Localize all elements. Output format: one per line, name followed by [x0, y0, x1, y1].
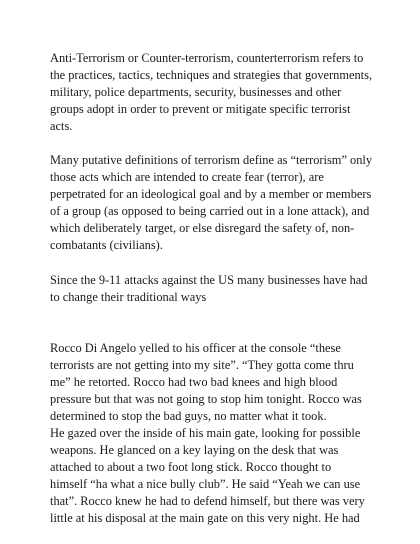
- text-line: pressure but that was not going to stop him tonight. Rocco was: [50, 392, 362, 406]
- text-line: that”. Rocco knew he had to defend himself, but there was very: [50, 494, 365, 508]
- text-line: little at his disposal at the main gate on this very night. He had: [50, 511, 360, 525]
- text-line: He gazed over the inside of his main gate, looking for possible: [50, 426, 361, 440]
- text-line: which deliberately target, or else disregard the safety of, non-: [50, 221, 355, 235]
- paragraph-since-9-11: [50, 272, 380, 306]
- paragraph-rocco-story: [50, 340, 380, 527]
- text-line: perpetrated for an ideological goal and by a member or members: [50, 187, 372, 201]
- text-line: acts.: [50, 119, 73, 133]
- text-line: determined to stop the bad guys, no matter what it took.: [50, 409, 327, 423]
- text-line: attached to about a two foot long stick. Rocco thought to: [50, 460, 332, 474]
- text-line: those acts which are intended to create fear (terror), are: [50, 170, 324, 184]
- text-line: to change their traditional ways: [50, 290, 207, 304]
- paragraph-terrorism-definitions: [50, 152, 380, 254]
- paragraph-counterterrorism-definition: [50, 50, 380, 135]
- text-line: of a group (as opposed to being carried out in a lone attack), and: [50, 204, 370, 218]
- text-line: terrorists are not getting into my site”. “They gotta come thru: [50, 358, 354, 372]
- text-line: Since the 9-11 attacks against the US many businesses have had: [50, 273, 368, 287]
- text-line: Rocco Di Angelo yelled to his officer at the console “these: [50, 341, 341, 355]
- text-line: Many putative definitions of terrorism define as “terrorism” only: [50, 153, 373, 167]
- text-line: me” he retorted. Rocco had two bad knees and high blood: [50, 375, 338, 389]
- text-line: weapons. He glanced on a key laying on the desk that was: [50, 443, 339, 457]
- text-line: himself “ha what a nice bully club”. He said “Yeah we can use: [50, 477, 361, 491]
- text-line: military, police departments, security, businesses and other: [50, 85, 342, 99]
- text-line: combatants (civilians).: [50, 238, 163, 252]
- text-line: Anti-Terrorism or Counter-terrorism, counterterrorism refers to: [50, 51, 364, 65]
- text-line: groups adopt in order to prevent or mitigate specific terrorist: [50, 102, 351, 116]
- text-line: the practices, tactics, techniques and strategies that governments,: [50, 68, 373, 82]
